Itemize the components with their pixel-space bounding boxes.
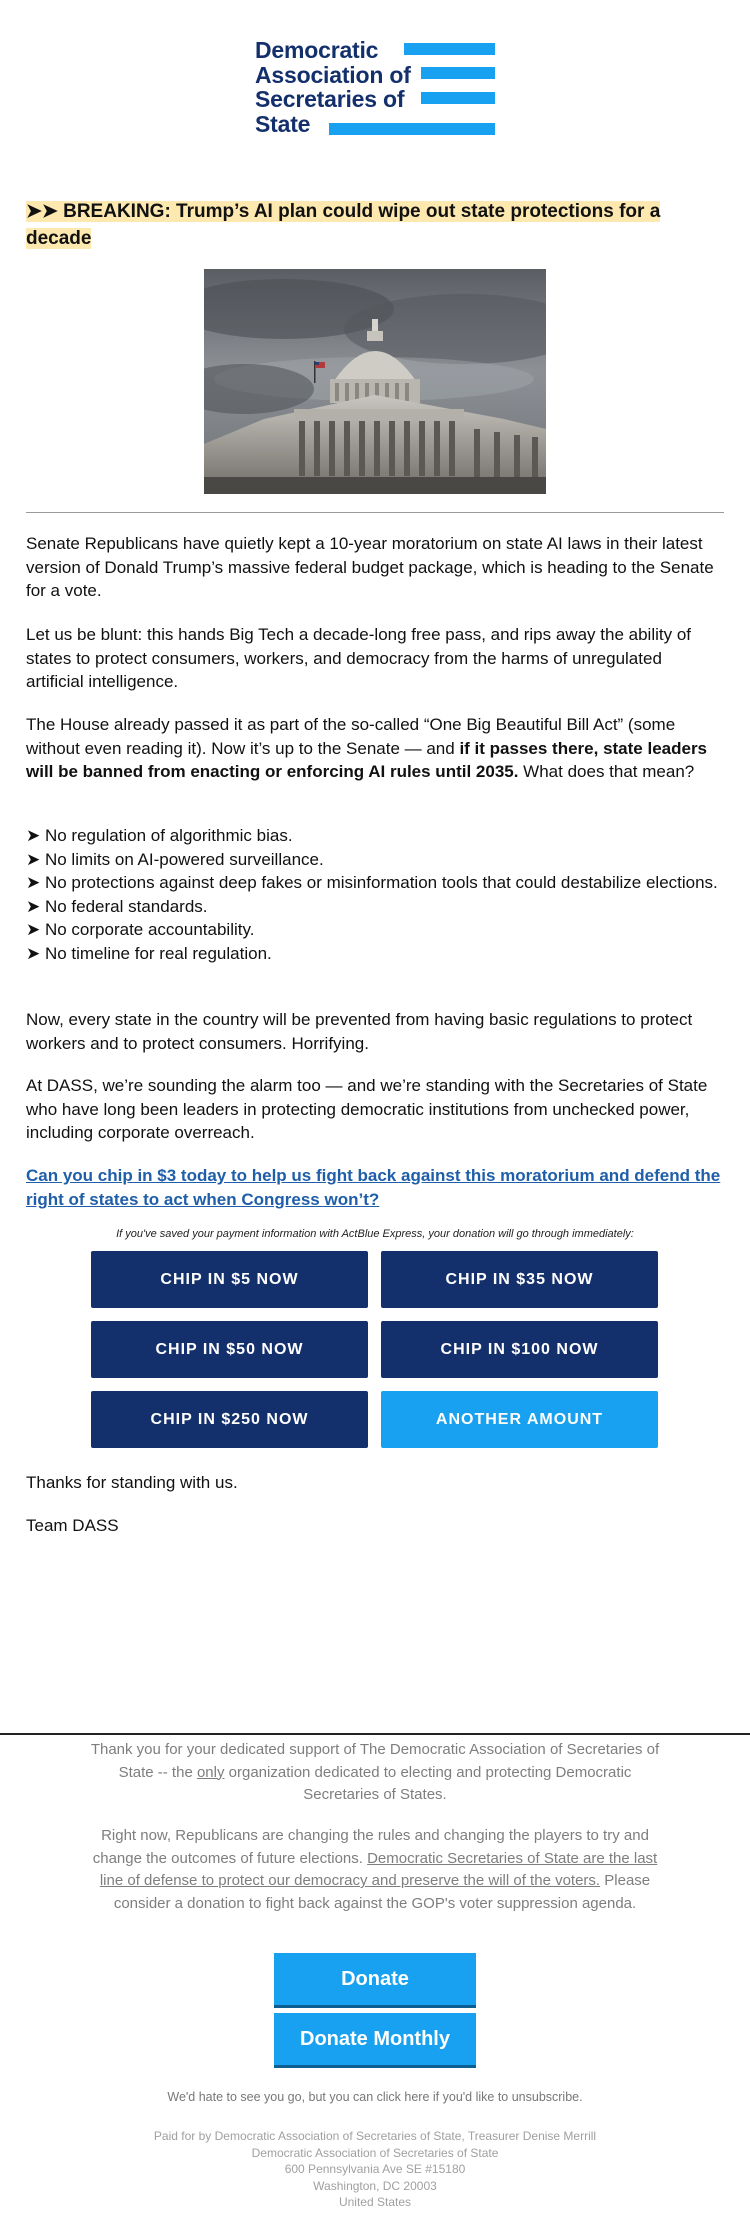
donate-monthly-button[interactable]: Donate Monthly: [274, 2013, 476, 2068]
dass-logo: [255, 38, 495, 142]
paragraph-text: The House already passed it as part of the so-called “One Big Beautiful Bill Act” (some without even reading it). Now it’s up to the Senate — and: [26, 715, 676, 758]
footer-emphasis: Democratic Secretaries of State are the last line of defense to protect our democracy and preserve the will of the voters.: [99, 1849, 658, 1889]
footer-text: organization dedicated to electing and protecting Democratic Secretaries of States.: [224, 1763, 632, 1803]
thanks-line: Thanks for standing with us.: [26, 1473, 238, 1492]
chip-in-35-button[interactable]: CHIP IN $35 NOW: [381, 1251, 658, 1308]
headline-text: ➤➤ BREAKING: Trump’s AI plan could wipe out state protections for a decade: [26, 201, 661, 249]
list-item: ➤ No regulation of algorithmic bias.: [26, 826, 293, 845]
footer-thanks: [80, 1739, 670, 1807]
footer-emphasis: only: [196, 1763, 225, 1781]
disclaimer-line: Democratic Association of Secretaries of State: [251, 2145, 499, 2160]
logo-stripe: [404, 43, 495, 55]
address-line: 600 Pennsylvania Ave SE #15180: [284, 2162, 466, 2176]
footer-text: Thank you for your dedicated support of The Democratic Association of Secretaries of State -- the: [90, 1741, 660, 1781]
address-line: United States: [338, 2195, 412, 2209]
logo-line: Secretaries of: [255, 86, 405, 112]
footer-text: Please consider a donation to fight back against the GOP's voter suppression agenda.: [113, 1872, 651, 1912]
breaking-headline: [26, 198, 724, 252]
consequences-list: [26, 824, 724, 965]
chip-in-5-button[interactable]: CHIP IN $5 NOW: [91, 1251, 368, 1308]
list-item: ➤ No federal standards.: [26, 896, 208, 916]
divider: [26, 512, 724, 513]
logo-stripe: [329, 123, 495, 135]
actblue-express-note: If you've saved your payment information with ActBlue Express, your donation will go through immediately:: [116, 1228, 634, 1240]
another-amount-button[interactable]: ANOTHER AMOUNT: [381, 1391, 658, 1448]
paragraph: At DASS, we’re sounding the alarm too — and we’re standing with the Secretaries of State who have long been leaders in protecting democratic institutions from unchecked power, including corporate overreach.: [26, 1076, 708, 1142]
paragraph-text: What does that mean?: [518, 762, 695, 781]
paragraph: Now, every state in the country will be prevented from having basic regulations to protect workers and to protect consumers. Horrifying.: [26, 1010, 693, 1053]
donate-button[interactable]: Donate: [274, 1953, 476, 2008]
list-item: ➤ No limits on AI-powered surveillance.: [26, 849, 324, 869]
logo-stripe: [421, 67, 495, 79]
footer-text: Right now, Republicans are changing the rules and changing the players to try and change the outcomes of future elections.: [92, 1827, 649, 1867]
paragraph: Let us be blunt: this hands Big Tech a decade-long free pass, and rips away the ability of states to protect consumers, workers, and democracy from the harms of unregulated artificial intelligence.: [26, 625, 691, 691]
list-item: ➤ No protections against deep fakes or misinformation tools that could destabilize elections.: [26, 873, 718, 892]
footer-divider: [0, 1733, 750, 1735]
paragraph-emphasis: if it passes there, state leaders will be banned from enacting or enforcing AI rules until 2035.: [26, 738, 708, 781]
logo-stripe: [421, 92, 495, 104]
list-item: ➤ No corporate accountability.: [26, 920, 255, 939]
logo-line: Association of: [255, 61, 411, 88]
disclaimer-line: Paid for by Democratic Association of Secretaries of State, Treasurer Denise Merrill: [153, 2129, 597, 2143]
paid-for-disclaimer: [26, 2128, 724, 2211]
unsubscribe-link[interactable]: We'd hate to see you go, but you can click here if you'd like to unsubscribe.: [167, 2090, 583, 2104]
list-item: ➤ No timeline for real regulation.: [26, 943, 272, 963]
chip-in-link[interactable]: Can you chip in $3 today to help us fight back against this moratorium and defend the right of states to act when Congress won’t?: [26, 1166, 721, 1209]
chip-in-250-button[interactable]: CHIP IN $250 NOW: [91, 1391, 368, 1448]
logo-line: Democratic: [255, 37, 379, 63]
chip-in-50-button[interactable]: CHIP IN $50 NOW: [91, 1321, 368, 1378]
capitol-building-photo: [204, 269, 546, 494]
logo-wordmark: [255, 38, 425, 136]
signoff: Team DASS: [26, 1516, 119, 1535]
paragraph: [26, 713, 724, 784]
logo-line: State: [255, 110, 311, 137]
paragraph: Senate Republicans have quietly kept a 10-year moratorium on state AI laws in their latest version of Donald Trump’s massive federal budget package, which is heading to the Senate for a vote.: [26, 534, 714, 600]
footer-appeal: [80, 1825, 670, 1915]
address-line: Washington, DC 20003: [313, 2178, 437, 2193]
chip-in-100-button[interactable]: CHIP IN $100 NOW: [381, 1321, 658, 1378]
